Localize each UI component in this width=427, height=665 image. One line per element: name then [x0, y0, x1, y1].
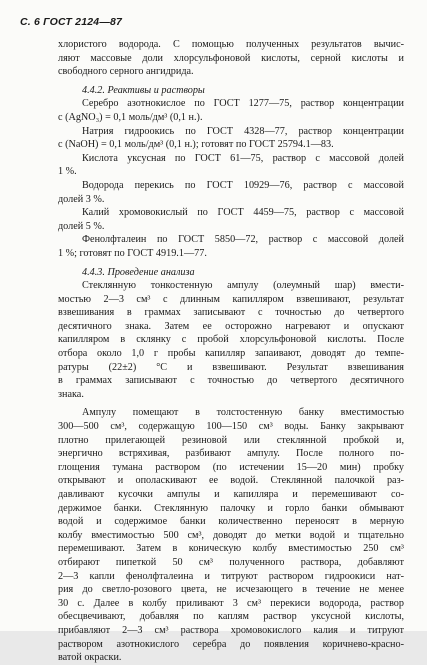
- text-line: Водорода перекись по ГОСТ 10929—76, раствор с массовой: [82, 179, 404, 191]
- text-line: отбора около 1,0 г пробы капилляр запаивают, доводят до темпе-: [58, 348, 404, 360]
- text-line: хлористого водорода. С помощью полученных результатов вычис-: [58, 39, 404, 50]
- text-line: держимое банки. Стеклянную палочку и горло банки обмывают: [58, 502, 404, 514]
- text-line: c (NaOH) = 0,1 моль/дм³ (0,1 н.); готовят по ГОСТ 25794.1—83.: [58, 139, 334, 151]
- text-line: Фенолфталеин по ГОСТ 5850—72, раствор с массовой долей: [82, 234, 404, 246]
- text-line: Серебро азотнокислое по ГОСТ 1277—75, раствор концентрации: [82, 98, 404, 110]
- text-line: 300—500 см³, содержащую 100—150 см³ воды. Банку закрывают: [58, 421, 404, 433]
- text-line: отбирают пипеткой 50 см³ полученного раствора, добавляют: [58, 556, 404, 568]
- text-line: 4.4.2. Реактивы и растворы: [82, 84, 205, 96]
- page-header: С. 6 ГОСТ 2124—87: [20, 16, 123, 28]
- text-line: колбу вместимостью 500 см³, доводят до метки водой и тщательно: [58, 529, 404, 541]
- text-line: 1 %.: [58, 166, 77, 178]
- text-line: прибавляют 2—3 см³ раствора хромовокислого калия и титруют: [58, 624, 404, 636]
- text-line: Кислота уксусная по ГОСТ 61—75, раствор с массовой долей: [82, 152, 404, 164]
- text-line: мостью 2—3 см³ с длинным капилляром взвешивают, результат: [58, 293, 404, 305]
- text-line: Калий хромовокислый по ГОСТ 4459—75, раствор с массовой: [82, 207, 404, 219]
- text-line: капилляром в склянку с пробой хлорсульфоновой кислоты. После: [58, 334, 404, 346]
- text-line: c (AgNO₃) = 0,1 моль/дм³ (0,1 н.).: [58, 111, 203, 123]
- text-line: долей 3 %.: [58, 193, 105, 205]
- text-line: энергично встряхивая, разбивают ампулу. После полного по-: [58, 448, 404, 460]
- text-line: знака.: [58, 388, 84, 400]
- text-line: Натрия гидроокись по ГОСТ 4328—77, раствор концентрации: [82, 125, 404, 137]
- text-line: десятичного знака. Затем ее осторожно нагревают и опускают: [58, 320, 404, 332]
- text-line: глощения тумана раствором (по истечении 15—20 мин) пробку: [58, 461, 404, 473]
- text-line: водой и содержимое банки количественно переносят в мерную: [58, 516, 404, 528]
- text-line: ляют массовые доли хлорсульфоновой кислоты, серной кислоты и: [58, 52, 404, 64]
- text-line: в граммах записывают с точностью до четвертого десятичного: [58, 375, 404, 387]
- text-line: 1 %; готовят по ГОСТ 4919.1—77.: [58, 247, 207, 259]
- text-line: 4.4.3. Проведение анализа: [82, 266, 195, 278]
- text-line: плотно прилегающей резиновой или стеклянной пробкой и,: [58, 434, 404, 446]
- text-line: ватой окраски.: [58, 652, 122, 664]
- text-line: рия до светло-розового цвета, не исчезающего в течение не менее: [58, 584, 404, 596]
- text-line: 30 с. Далее в колбу приливают 3 см³ перекиси водорода, раствор: [58, 597, 404, 609]
- text-line: долей 5 %.: [58, 220, 105, 232]
- text-line: обесцвечивают, добавляя по каплям раствор уксусной кислоты,: [58, 611, 404, 623]
- text-line: открывают и ополаскивают ее водой. Стеклянной палочкой раз-: [58, 475, 404, 487]
- text-line: взвешивания в граммах записывают с точностью до четвертого: [58, 307, 404, 319]
- text-line: ратуры (22±2) °С и взвешивают. Результат взвешивания: [58, 361, 404, 373]
- document-body: [58, 38, 404, 665]
- text-line: давливают кусочки ампулы и капилляра и перемешивают со-: [58, 489, 404, 500]
- text-line: 2—3 капли фенолфталеина и титруют раствором гидроокиси нат-: [58, 570, 404, 582]
- text-line: свободного серного ангидрида.: [58, 66, 194, 78]
- text-line: Ампулу помещают в толстостенную банку вместимостью: [82, 407, 404, 419]
- text-line: Стеклянную тонкостенную ампулу (олеумный шар) вмести-: [82, 280, 404, 292]
- text-line: перемешивают. Затем в коническую колбу вместимостью 250 см³: [58, 543, 404, 555]
- text-line: раствором азотнокислого серебра до появления коричнево-красно-: [58, 638, 404, 650]
